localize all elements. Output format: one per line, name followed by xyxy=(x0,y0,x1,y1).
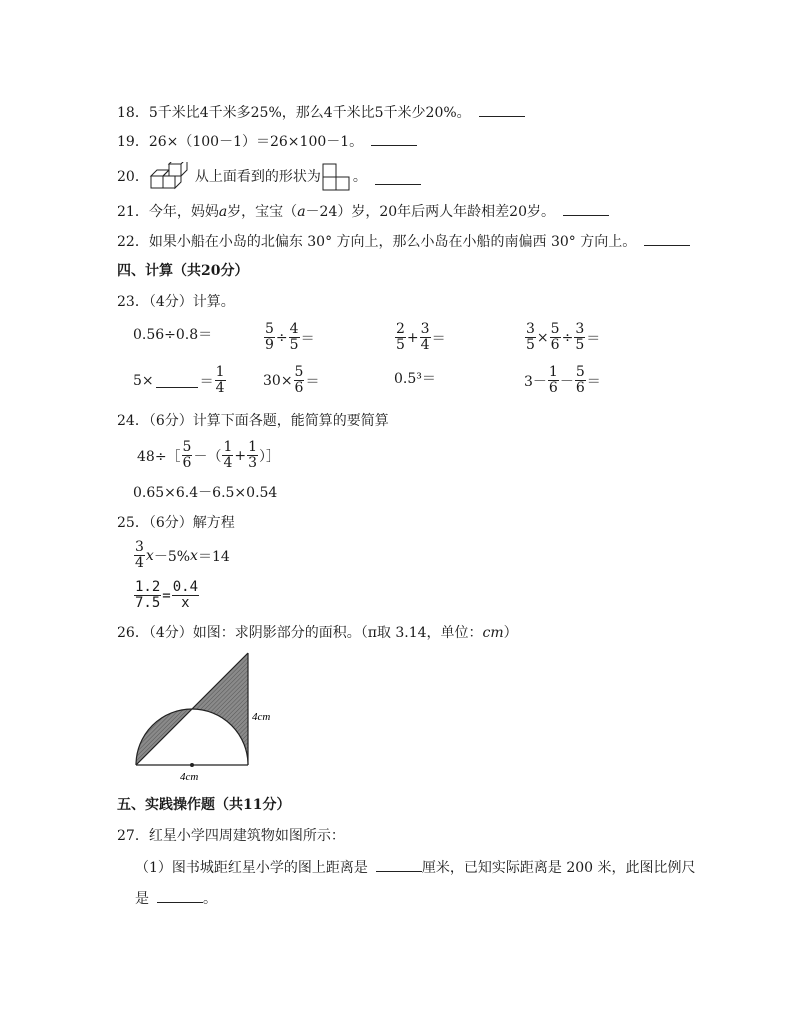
equals-sign: ＝ xyxy=(586,373,601,390)
fraction: $\frac{3}{5}$ xyxy=(575,321,585,353)
question-21-text-1: 21．今年，妈妈 xyxy=(117,204,219,220)
expression-text: 0.5³＝ xyxy=(394,371,436,387)
question-20-suffix: 。 xyxy=(352,169,367,185)
answer-blank[interactable] xyxy=(479,102,525,117)
question-23-title: 23．（4分）计算。 xyxy=(117,294,235,310)
equals-sign: ＝ xyxy=(431,330,446,347)
equals-sign: = xyxy=(162,587,171,604)
answer-blank[interactable] xyxy=(563,201,609,216)
unit-text: cm xyxy=(482,625,504,641)
equals-sign: ＝ xyxy=(586,330,601,347)
question-22-text: 22．如果小船在小岛的北偏东 30° 方向上，那么小岛在小船的南偏西 30° 方向上。 xyxy=(117,234,637,250)
question-26-text: 26．（4分）如图：求阴影部分的面积。（π取 3.14，单位： xyxy=(117,625,483,641)
answer-blank[interactable] xyxy=(644,231,690,246)
variable-a: a xyxy=(218,204,228,220)
question-20 xyxy=(117,162,421,192)
expression-text: ）］ xyxy=(259,448,281,465)
equation-25-1 xyxy=(133,540,230,571)
operator: ÷ xyxy=(275,329,288,346)
part-1-text-c: 是 xyxy=(135,891,149,907)
fraction: $\frac{4}{5}$ xyxy=(289,321,299,353)
top-view-shape-icon xyxy=(321,162,353,192)
question-19 xyxy=(117,131,417,152)
part-1-text-b: 厘米，已知实际距离是 200 米，此图比例尺 xyxy=(421,860,696,876)
section-4-title: 四、计算（共20分） xyxy=(117,263,249,279)
question-26-close: ） xyxy=(503,625,518,641)
expression-23-7 xyxy=(394,368,436,388)
expression-23-3 xyxy=(394,322,446,353)
question-26-title xyxy=(117,623,518,643)
question-21-text-3: －24）岁，20年后两人年龄相差20岁。 xyxy=(305,204,555,220)
operator: ÷ xyxy=(561,329,574,346)
operator: － xyxy=(559,373,574,390)
question-22 xyxy=(117,231,690,252)
fraction: $\frac{3}{5}$ xyxy=(526,321,535,353)
equals-sign: ＝ xyxy=(300,330,315,347)
part-1-text-d: 。 xyxy=(203,891,217,907)
question-27-part-1-cont xyxy=(135,888,217,909)
expression-text: 0.56÷0.8＝ xyxy=(133,327,213,343)
fraction: $\frac{1}{6}$ xyxy=(548,364,558,396)
fraction: $\frac{1}{4}$ xyxy=(215,364,225,396)
operator: + xyxy=(234,447,247,464)
expression-text: 0.65×6.4－6.5×0.54 xyxy=(133,485,278,501)
part-1-text-a: （1）图书城距红星小学的图上距离是 xyxy=(135,860,368,876)
expression-23-4 xyxy=(524,322,600,353)
question-18 xyxy=(117,102,525,123)
shaded-area-figure xyxy=(128,650,288,785)
expression-text: ＝14 xyxy=(197,548,230,565)
expression-23-1 xyxy=(133,324,212,344)
fraction: $\frac{3}{4}$ xyxy=(135,539,144,571)
expression-23-8 xyxy=(524,365,601,396)
fraction: $\frac{2}{5}$ xyxy=(396,321,405,353)
question-24-title: 24．（6分）计算下面各题，能简算的要简算 xyxy=(117,413,389,429)
expression-24-1 xyxy=(137,440,280,471)
equals-sign: ＝ xyxy=(305,373,320,390)
variable-a: a xyxy=(297,204,306,220)
fraction: $\frac{5}{6}$ xyxy=(550,321,560,353)
expression-23-2 xyxy=(263,322,315,353)
question-20-number: 20． xyxy=(117,169,149,185)
expression-text: 48÷［ xyxy=(137,448,181,465)
expression-24-2 xyxy=(133,482,277,502)
center-point xyxy=(190,763,194,767)
fraction: $\frac{5}{6}$ xyxy=(182,439,192,471)
expression-text: 30× xyxy=(263,372,293,389)
base-label: 4cm xyxy=(180,771,199,783)
question-27-part-1 xyxy=(135,857,696,878)
expression-text: －（ xyxy=(193,448,222,465)
answer-blank[interactable] xyxy=(371,131,417,146)
fraction: $\frac{5}{6}$ xyxy=(294,364,304,396)
variable-x: x xyxy=(145,547,154,564)
answer-blank[interactable] xyxy=(376,857,422,872)
side-label: 4cm xyxy=(252,711,271,723)
variable-x: x xyxy=(190,547,198,564)
fraction: $\frac{1.2}{7.5}$ xyxy=(135,579,161,611)
fraction: $\frac{0.4}{x}$ xyxy=(172,579,199,611)
operator: × xyxy=(536,329,549,346)
answer-blank[interactable] xyxy=(156,373,198,388)
question-18-text: 18．5千米比4千米多25%，那么4千米比5千米少20%。 xyxy=(117,105,471,121)
fraction: $\frac{5}{6}$ xyxy=(575,364,585,396)
expression-text: －5% xyxy=(153,548,191,565)
expression-23-5 xyxy=(133,365,227,396)
answer-blank[interactable] xyxy=(375,170,421,185)
expression-text: 3－ xyxy=(524,373,547,390)
answer-blank[interactable] xyxy=(157,888,203,903)
equation-25-2 xyxy=(133,580,200,611)
question-21-text-2: 岁，宝宝（ xyxy=(227,204,298,220)
fraction: $\frac{3}{4}$ xyxy=(420,321,430,353)
operator: + xyxy=(406,329,419,346)
question-19-text: 19．26×（100－1）＝26×100－1。 xyxy=(117,134,364,150)
cube-stack-icon xyxy=(149,162,195,192)
fraction: $\frac{5}{9}$ xyxy=(265,321,274,353)
fraction: $\frac{1}{3}$ xyxy=(248,439,258,471)
question-27-title: 27．红星小学四周建筑物如图所示： xyxy=(117,828,345,844)
section-5-title: 五、实践操作题（共11分） xyxy=(117,797,291,813)
expression-23-6 xyxy=(263,365,319,396)
expression-text: 5× xyxy=(133,372,154,389)
question-21 xyxy=(117,201,609,222)
fraction: $\frac{1}{4}$ xyxy=(223,439,233,471)
question-25-title: 25．（6分）解方程 xyxy=(117,515,235,531)
question-20-text: 从上面看到的形状为 xyxy=(194,169,321,185)
equals-sign: ＝ xyxy=(199,373,214,390)
